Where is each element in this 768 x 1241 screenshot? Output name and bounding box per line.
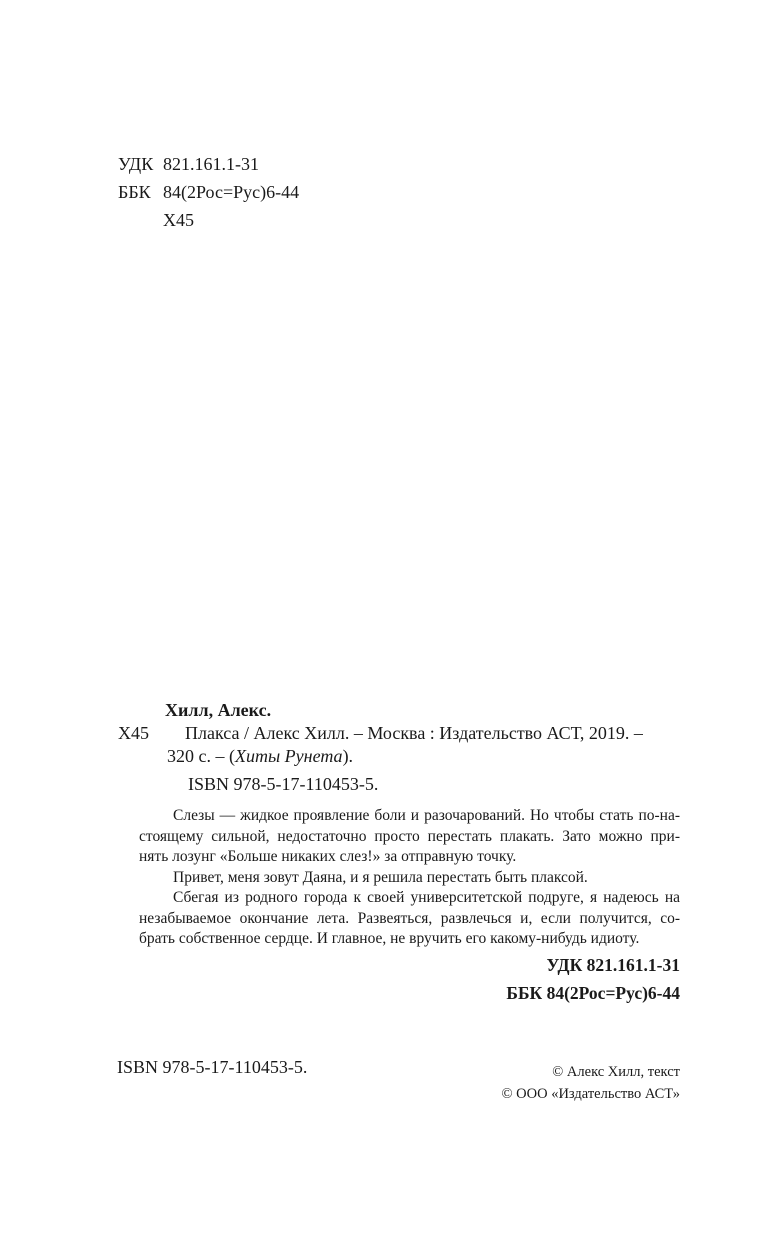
annotation-line: незабываемое окончание лета. Развеяться, развлечься и, если получится, со- [139,909,680,927]
author-heading: Хилл, Алекс. [165,700,272,720]
copyright-author-line: © Алекс Хилл, текст [552,1064,680,1080]
bbk-value: 84(2Рос=Рус)6-44 [163,182,300,202]
classification-footer-block [506,951,680,1007]
author-sign-line [118,206,299,234]
bbk-line [118,178,299,206]
annotation-line: стоящему сильной, недостаточно просто перестать плакать. Зато можно при- [139,827,680,845]
copyright-publisher-line: © ООО «Издательство АСТ» [501,1086,680,1102]
catalog-card-number: Х45 [118,723,149,743]
card-line2-prefix: 320 с. – ( [167,746,235,766]
copyright-block [502,1061,680,1105]
annotation-line: Привет, меня зовут Даяна, и я решила перестать быть плаксой. [173,868,588,886]
annotation-line: брать собственное сердце. И главное, не вручить его какому-нибудь идиоту. [139,930,640,947]
udk-footer-line: УДК 821.161.1-31 [546,955,680,975]
annotation-line: нять лозунг «Больше никаких слез!» за отправную точку. [139,848,517,865]
author-sign-value: Х45 [163,210,194,230]
catalog-card-line2 [167,746,353,767]
udk-label: УДК [118,154,154,174]
udk-value: 821.161.1-31 [163,154,259,174]
bbk-footer-line: ББК 84(2Рос=Рус)6-44 [506,983,680,1003]
annotation-line: Сбегая из родного города к своей университетской подруге, я надеюсь на [173,889,680,906]
catalog-card-line1: Плакса / Алекс Хилл. – Москва : Издательство АСТ, 2019. – [185,723,643,743]
footer-isbn: ISBN 978-5-17-110453-5. [117,1057,308,1077]
series-title: Хиты Рунета [234,746,343,766]
bbk-label: ББК [118,182,151,202]
udk-line [118,150,299,178]
catalog-card-isbn: ISBN 978-5-17-110453-5. [188,774,379,794]
classification-header-block [118,150,299,234]
card-line2-suffix: ). [342,746,354,766]
annotation-line: Слезы — жидкое проявление боли и разочарований. Но чтобы стать по-на- [173,807,680,824]
annotation-block [139,806,680,950]
